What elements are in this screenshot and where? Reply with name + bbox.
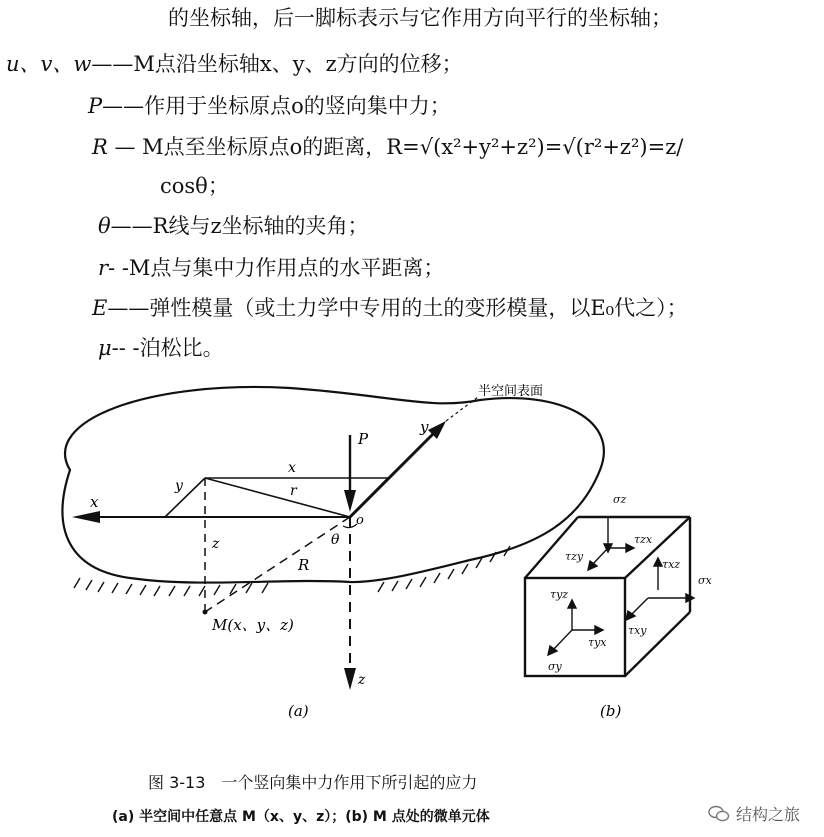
figure-caption: 图 3-13 一个竖向集中力作用下所引起的应力 <box>148 773 478 792</box>
symbol-R: R <box>92 135 108 159</box>
definition-theta: ——R线与z坐标轴的夹角； <box>110 214 369 238</box>
text-line-theta <box>98 212 369 240</box>
x-axis-arrow <box>72 511 100 523</box>
label-sigma-z: σz <box>613 493 627 506</box>
point-M <box>203 610 208 615</box>
definition-P: ——作用于坐标原点o的竖向集中力； <box>102 94 451 118</box>
R-line <box>205 517 350 612</box>
R-label: R <box>298 556 310 574</box>
wechat-icon <box>708 805 730 823</box>
symbol-mu: μ <box>98 336 112 360</box>
text-line-uvw <box>6 50 463 78</box>
force-P-label: P <box>358 430 369 448</box>
r-label: r <box>290 483 297 499</box>
symbol-r: r <box>98 256 109 280</box>
force-P-arrow <box>344 490 356 512</box>
text-line-1: 的坐标轴，后一脚标表示与它作用方向平行的坐标轴； <box>168 6 672 30</box>
surface-label: 半空间表面 <box>478 384 544 399</box>
text-line-r <box>98 254 444 282</box>
x-axis-label: x <box>90 493 99 511</box>
definition-uvw: ——M点沿坐标轴x、y、z方向的位移； <box>91 52 463 76</box>
label-tau-yx: τyx <box>588 636 607 649</box>
definition-mu: -- -泊松比。 <box>111 336 224 360</box>
y-axis-label: y <box>420 418 429 436</box>
label-sigma-x: σx <box>698 574 712 587</box>
sub-label-a: (a) <box>288 702 309 720</box>
label-tau-zx: τzx <box>634 533 653 546</box>
label-tau-xz: τxz <box>662 558 681 571</box>
theta-label: θ <box>331 532 340 548</box>
z-axis-label: z <box>358 672 366 688</box>
definition-E: ——弹性模量（或土力学中专用的土的变形模量，以E₀代之）； <box>107 296 688 320</box>
y-dim-label: y <box>175 478 183 494</box>
x-dim-label: x <box>288 460 296 476</box>
watermark <box>708 802 800 825</box>
z-dim-label: z <box>212 536 220 552</box>
text-line-P <box>88 92 451 120</box>
origin-label: o <box>356 513 364 528</box>
definition-r: - -M点与集中力作用点的水平距离； <box>108 256 445 280</box>
symbol-uvw: u、v、w <box>6 52 92 76</box>
label-tau-xy: τxy <box>628 624 647 637</box>
text-line-E <box>92 294 688 322</box>
text-line-mu <box>98 334 224 362</box>
symbol-P: P <box>88 94 103 118</box>
z-axis-arrow <box>344 668 356 690</box>
point-M-label: M(x、y、z) <box>212 616 294 634</box>
half-space-surface <box>63 387 604 583</box>
watermark-text: 结构之旅 <box>735 805 800 824</box>
sub-label-b: (b) <box>600 702 622 720</box>
symbol-E: E <box>92 296 108 320</box>
figure-3-13 <box>0 375 824 755</box>
y-dim-line <box>165 478 205 517</box>
label-sigma-y: σy <box>548 660 562 673</box>
r-line <box>205 478 350 517</box>
y-parallel-line <box>350 478 388 517</box>
definition-R: — M点至坐标原点o的距离，R=√(x²+y²+z²)=√(r²+z²)=z/ <box>107 135 684 159</box>
stress-arrows <box>548 517 694 655</box>
ground-hatching <box>74 546 510 596</box>
symbol-theta: θ <box>98 214 111 238</box>
text-line-cos: cosθ； <box>160 174 229 198</box>
label-tau-zy: τzy <box>565 550 584 563</box>
figure-subcaption: (a) 半空间中任意点 M（x、y、z）；(b) M 点处的微单元体 <box>112 809 490 825</box>
text-line-R <box>92 133 683 161</box>
label-tau-yz: τyz <box>550 588 569 601</box>
